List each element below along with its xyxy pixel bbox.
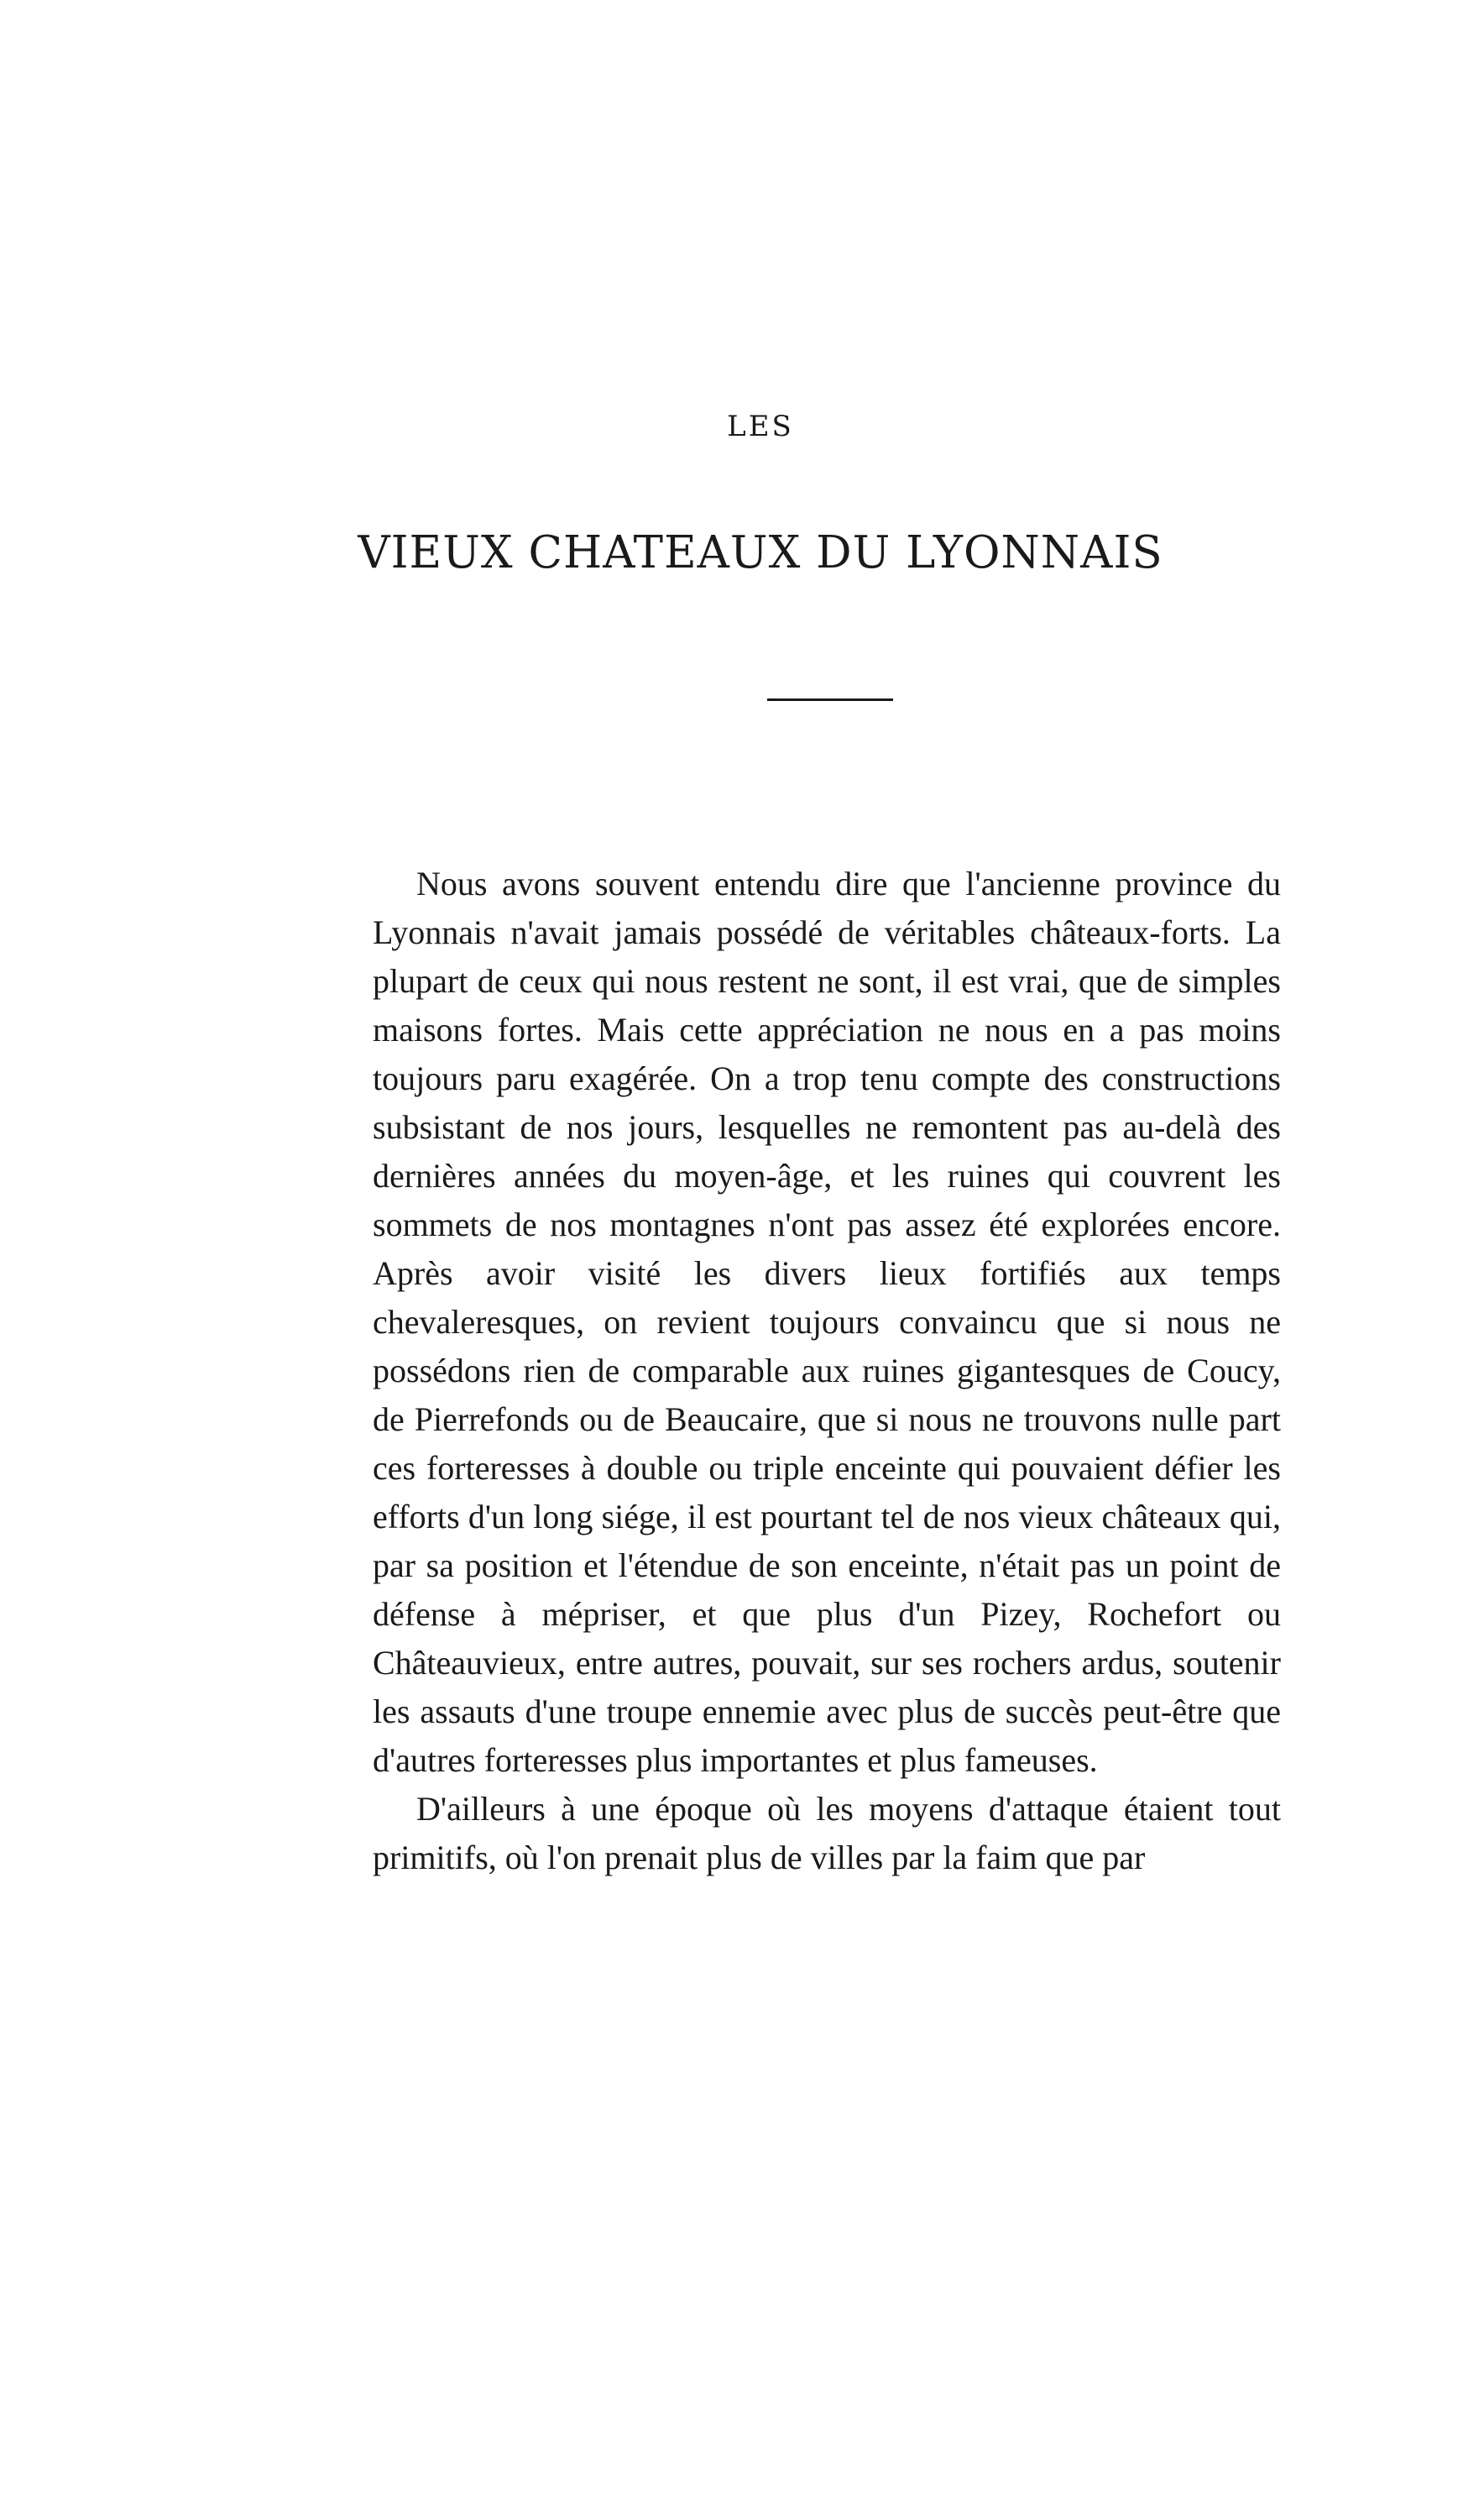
running-head: LES (727, 410, 794, 443)
body-text (373, 860, 1281, 1882)
title-rule (767, 698, 893, 701)
paragraph: Nous avons souvent entendu dire que l'ancienne province du Lyonnais n'avait jamais possédé de véritables châteaux-forts. La plupart de ceux qui nous restent ne sont, il est vrai, que de simples maisons fortes. Mais cette appréciation ne nous en a pas moins toujours paru exagérée. On a trop tenu compte des constructions subsistant de nos jours, lesquelles ne remontent pas au-delà des dernières années du moyen-âge, et les ruines qui couvrent les sommets de nos montagnes n'ont pas assez été explorées encore. Après avoir visité les divers lieux fortifiés aux temps chevaleresques, on revient toujours convaincu que si nous ne possédons rien de comparable aux ruines gigantesques de Coucy, de Pierrefonds ou de Beaucaire, que si nous ne trouvons nulle part ces forteresses à double ou triple enceinte qui pouvaient défier les efforts d'un long siége, il est pourtant tel de nos vieux châteaux qui, par sa position et l'étendue de son enceinte, n'était pas un point de défense à mépriser, et que plus d'un Pizey, Rochefort ou Châteauvieux, entre autres, pouvait, sur ses rochers ardus, soutenir les assauts d'une troupe ennemie avec plus de succès peut-être que d'autres forteresses plus importantes et plus fameuses. (373, 865, 1281, 1779)
chapter-title: VIEUX CHATEAUX DU LYONNAIS (358, 527, 1163, 578)
paragraph: D'ailleurs à une époque où les moyens d'attaque étaient tout primitifs, où l'on prenait plus de villes par la faim que par (373, 1790, 1281, 1876)
